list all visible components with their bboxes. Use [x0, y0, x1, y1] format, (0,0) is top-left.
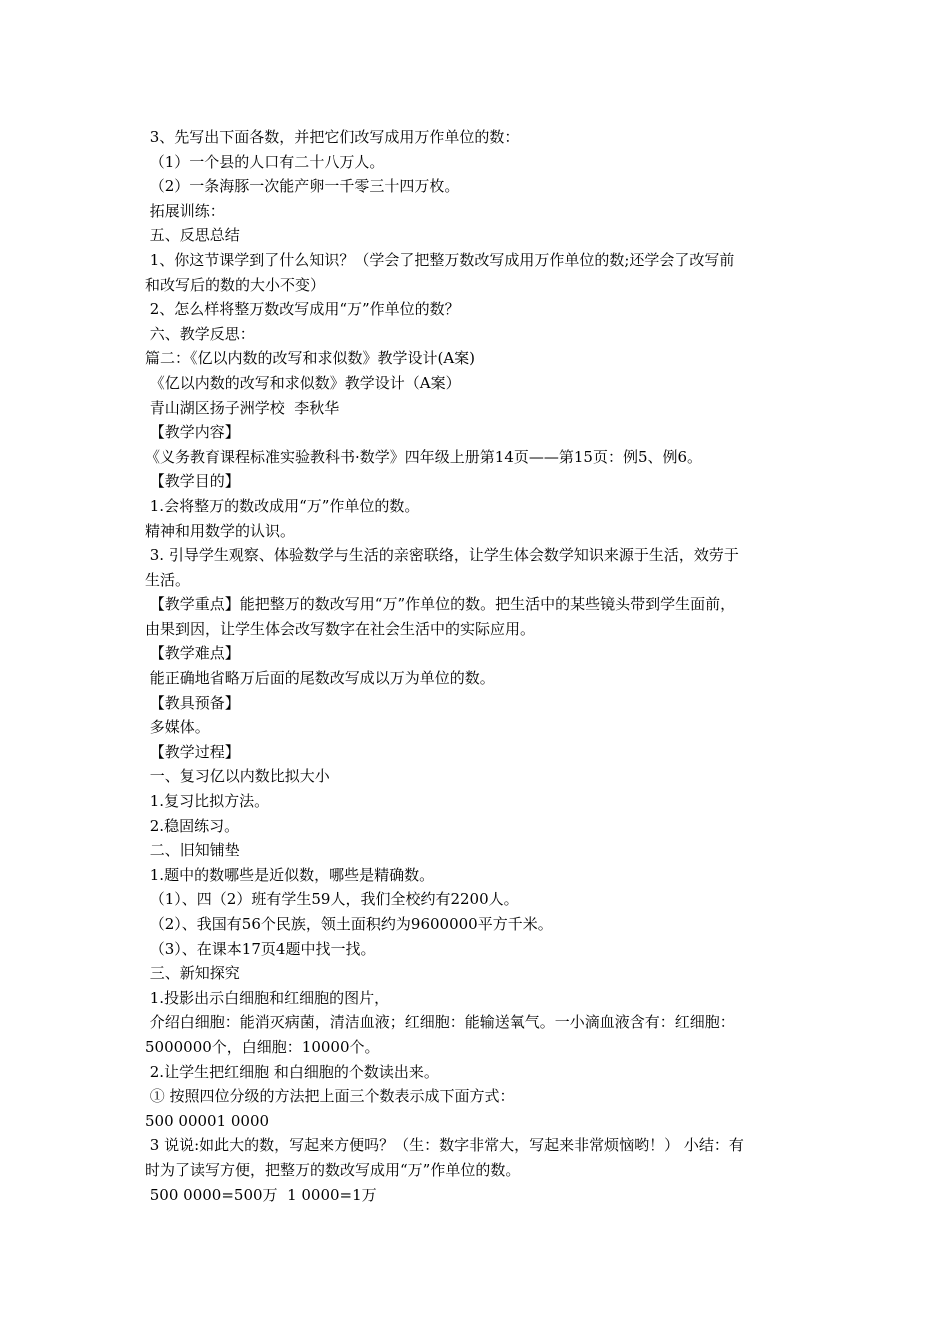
article-subtitle: 《亿以内数的改写和求似数》教学设计（A案） [145, 373, 461, 392]
text-line: 介绍白细胞：能消灭病菌，清洁血液；红细胞：能输送氧气。一小滴血液含有：红细胞： [145, 1013, 735, 1032]
text-line: 一、复习亿以内数比拟大小 [145, 767, 330, 786]
text-line: （1）、四（2）班有学生59人，我们全校约有2200人。 [145, 890, 519, 909]
text-line: 3、先写出下面各数，并把它们改写成用万作单位的数： [145, 128, 520, 146]
author-line: 青山湖区扬子洲学校 李秋华 [145, 398, 340, 417]
text-line: 拓展训练： [145, 201, 225, 220]
section-heading: 【教具预备】 [145, 693, 240, 712]
text-line: 由果到因，让学生体会改写数字在社会生活中的实际应用。 [145, 619, 536, 638]
section-heading: 【教学内容】 [145, 423, 240, 442]
text-line: 精神和用数学的认识。 [145, 521, 296, 540]
text-line: 多媒体。 [145, 718, 210, 737]
section-heading: 五、反思总结 [145, 226, 240, 245]
text-line: 三、新知探究 [145, 964, 240, 983]
text-line: 2.稳固练习。 [145, 816, 240, 835]
text-line: 生活。 [145, 570, 191, 589]
text-line: 500 00001 0000 [145, 1111, 270, 1130]
text-line: 《义务教育课程标准实验教科书·数学》四年级上册第14页——第15页：例5、例6。 [145, 447, 703, 466]
text-line: 3 说说:如此大的数，写起来方便吗？（生：数字非常大，写起来非常烦恼哟！） 小结：有 [145, 1136, 744, 1155]
text-line: 500 0000=500万 1 0000=1万 [145, 1185, 377, 1204]
text-line: 和改写后的数的大小不变） [145, 275, 326, 294]
text-line: 能正确地省略万后面的尾数改写成以万为单位的数。 [145, 669, 495, 688]
text-line: 3. 引导学生观察、体验数学与生活的亲密联络，让学生体会数学知识来源于生活，效劳于 [145, 546, 739, 565]
text-line: 二、旧知铺垫 [145, 841, 240, 860]
text-line: 1.题中的数哪些是近似数，哪些是精确数。 [145, 865, 435, 884]
section-heading: 【教学过程】 [145, 742, 240, 761]
text-line: （3）、在课本17页4题中找一找。 [145, 939, 376, 958]
text-line: （2）一条海豚一次能产卵一千零三十四万枚。 [145, 177, 460, 196]
text-line: （1）一个县的人口有二十八万人。 [145, 152, 385, 171]
text-line: 5000000个，白细胞：10000个。 [145, 1037, 380, 1056]
section-heading: 【教学目的】 [145, 472, 240, 491]
text-line: 1.复习比拟方法。 [145, 792, 270, 811]
text-line: 2、怎么样将整万数改写成用“万”作单位的数？ [145, 300, 460, 319]
text-line: （2）、我国有56个民族，领土面积约为9600000平方千米。 [145, 915, 553, 933]
text-line: 2.让学生把红细胞 和白细胞的个数读出来。 [145, 1062, 439, 1081]
text-line: 时为了读写方便，把整万的数改写成用“万”作单位的数。 [145, 1160, 521, 1179]
text-line: 1.会将整万的数改成用“万”作单位的数。 [145, 496, 420, 515]
text-line: 1.投影出示白细胞和红细胞的图片， [145, 988, 390, 1007]
document-body [145, 125, 825, 1207]
text-line: 【教学重点】能把整万的数改写用“万”作单位的数。把生活中的某些镜头带到学生面前， [145, 595, 736, 614]
article-title: 篇二：《亿以内数的改写和求似数》教学设计(A案) [145, 349, 476, 368]
text-line: ① 按照四位分级的方法把上面三个数表示成下面方式： [145, 1087, 515, 1106]
text-line: 1、你这节课学到了什么知识？（学会了把整万数改写成用万作单位的数;还学会了改写前 [145, 250, 735, 269]
section-heading: 六、教学反思： [145, 324, 255, 343]
section-heading: 【教学难点】 [145, 644, 240, 663]
